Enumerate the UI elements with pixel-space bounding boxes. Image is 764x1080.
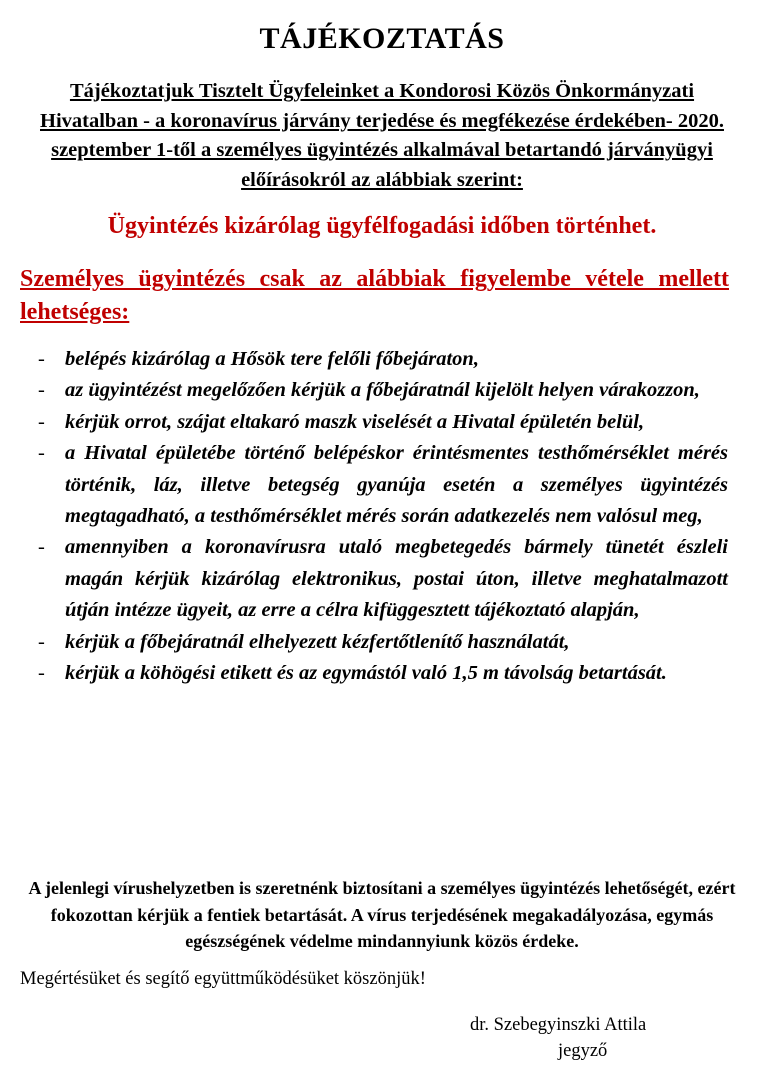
bullet-dash: -	[38, 379, 45, 402]
list-item	[38, 658, 728, 689]
closing-paragraph: A jelenlegi vírushelyzetben is szeretnénk biztosítani a személyes ügyintézés lehetőségét, ezért fokozottan kérjük a fentiek betartását. A vírus terjedésének megakadályozása, egymás egészségének védelme mindannyiunk közös érdeke.	[28, 878, 736, 951]
signer-name: dr. Szebegyinszki Attila	[470, 1015, 647, 1035]
bullet-dash: -	[38, 536, 45, 559]
bullet-dash: -	[38, 630, 45, 653]
rule-text: amennyiben a koronavírusra utaló megbetegedés bármely tünetét észleli magán kérjük kizárólag elektronikus, postai úton, illetve meghatalmazott útján intézze ügyeit, az erre a célra kifüggesztett tájékoztató alapján,	[65, 536, 728, 622]
bullet-dash: -	[38, 442, 45, 465]
rule-text: belépés kizárólag a Hősök tere felőli főbejáraton,	[65, 348, 479, 370]
rule-text: a Hivatal épületébe történő belépéskor érintésmentes testhőmérséklet mérés történik, láz, illetve betegség gyanúja esetén a személyes ügyintézés megtagadható, a testhőmérséklet mérés során adatkezelés nem valósul meg,	[65, 442, 728, 528]
list-item	[38, 627, 728, 658]
rules-heading: Személyes ügyintézés csak az alábbiak figyelembe vétele mellett lehetséges:	[20, 266, 729, 325]
signature-block	[470, 1012, 730, 1064]
intro-paragraph: Tájékoztatjuk Tisztelt Ügyfeleinket a Kondorosi Közös Önkormányzati Hivatalban - a koronavírus járvány terjedése és megfékezése érdekében- 2020. szeptember 1-től a személyes ügyintézés alkalmával betartandó járványügyi előírásokról az alábbiak szerint:	[40, 80, 724, 191]
list-item	[38, 407, 728, 438]
signer-role: jegyző	[558, 1041, 608, 1061]
bullet-dash: -	[38, 410, 45, 433]
list-item	[38, 375, 728, 406]
list-item	[38, 438, 728, 532]
office-hours-notice: Ügyintézés kizárólag ügyfélfogadási időben történhet.	[107, 213, 657, 239]
bullet-dash: -	[38, 662, 45, 685]
list-item	[38, 344, 728, 375]
rule-text: kérjük orrot, szájat eltakaró maszk viselését a Hivatal épületén belül,	[65, 410, 645, 433]
rule-text: az ügyintézést megelőzően kérjük a főbejáratnál kijelölt helyen várakozzon,	[65, 379, 700, 402]
rules-list	[38, 344, 728, 689]
list-item	[38, 532, 728, 626]
rule-text: kérjük a főbejáratnál elhelyezett kézfertőtlenítő használatát,	[65, 630, 570, 653]
rule-text: kérjük a köhögési etikett és az egymástól való 1,5 m távolság betartását.	[65, 662, 667, 685]
document-title: TÁJÉKOZTATÁS	[259, 22, 505, 55]
bullet-dash: -	[38, 348, 45, 370]
thanks-line: Megértésüket és segítő együttműködésüket köszönjük!	[20, 969, 426, 989]
